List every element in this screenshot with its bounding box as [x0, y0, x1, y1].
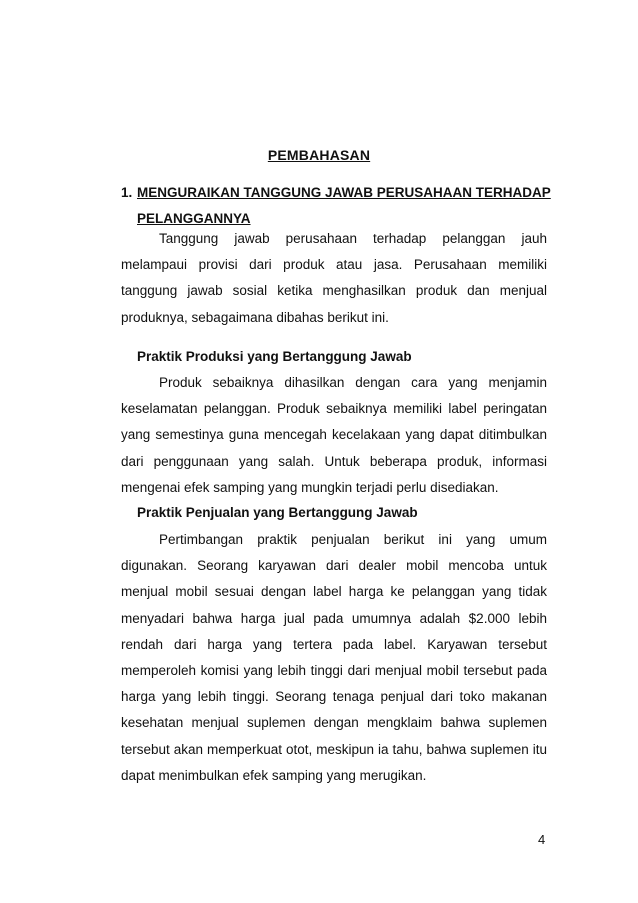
page-title: PEMBAHASAN — [267, 147, 371, 163]
section-intro-paragraph: Tanggung jawab perusahaan terhadap pelanggan jauh melampaui provisi dari produk atau jasa. Perusahaan memiliki tanggung jawab sosial ketika menghasilkan produk dan menjual produknya, sebagaimana dibahas berikut ini. — [121, 231, 547, 325]
section-heading-line2: PELANGGANNYA — [137, 211, 251, 226]
subsection-body-production: Produk sebaiknya dihasilkan dengan cara yang menjamin keselamatan pelanggan. Produk sebaiknya memiliki label peringatan yang semestinya guna mencegah kecelakaan yang dapat ditimbulkan dari penggunaan yang salah. Untuk beberapa produk, informasi mengenai efek samping yang mungkin terjadi perlu disediakan. — [121, 375, 547, 495]
section-number: 1. — [121, 185, 133, 200]
subsection-heading-sales: Praktik Penjualan yang Bertanggung Jawab — [137, 505, 418, 520]
section-heading-line1: MENGURAIKAN TANGGUNG JAWAB PERUSAHAAN TERHADAP — [137, 185, 551, 200]
page-number: 4 — [538, 832, 546, 847]
subsection-body-sales: Pertimbangan praktik penjualan berikut ini yang umum digunakan. Seorang karyawan dari dealer mobil mencoba untuk menjual mobil sesuai dengan label harga ke pelanggan yang tidak menyadari bahwa harga jual pada umumnya adalah $2.000 lebih rendah dari harga yang tertera pada label. Karyawan tersebut memperoleh komisi yang lebih tinggi dari menjual mobil tersebut pada harga yang lebih tinggi. Seorang tenaga penjual dari toko makanan kesehatan menjual suplemen dengan mengklaim bahwa suplemen tersebut akan memperkuat otot, meskipun ia tahu, bahwa suplemen itu dapat menimbulkan efek samping yang merugikan. — [121, 532, 547, 783]
subsection-heading-production: Praktik Produksi yang Bertanggung Jawab — [137, 349, 412, 364]
section-heading — [121, 180, 551, 232]
